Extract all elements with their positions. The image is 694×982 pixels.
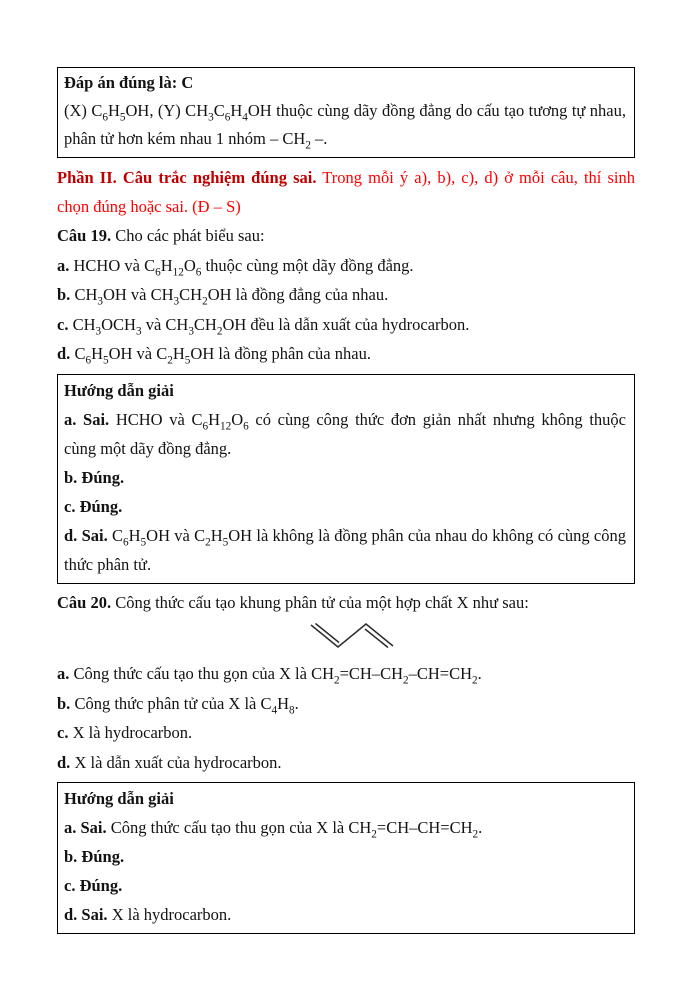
q20-statement-c [57, 718, 635, 748]
part2-header [57, 163, 635, 221]
q20-statement-d-text: X là dẫn xuất của hydrocarbon. [70, 752, 282, 772]
q19-statement-b [57, 280, 635, 310]
q20-statement-c-text: X là hydrocarbon. [68, 723, 193, 742]
q20-solution-box [57, 782, 635, 934]
question-20 [57, 588, 635, 778]
part2-title: Phần II. Câu trắc nghiệm đúng sai. [57, 168, 317, 187]
question-19 [57, 221, 635, 369]
q20-solution-c [64, 871, 626, 900]
q19-solution-d [64, 521, 626, 579]
q20-solution-c-verdict: c. Đúng. [64, 876, 123, 895]
q19-solution-a-text: HCHO và $C_6H_{12}O_6$ có cùng công thức đơn giản nhất nhưng không thuộc cùng một dãy đồng đẳng. [64, 409, 626, 458]
q19-solution-a-verdict: a. Sai. [64, 409, 110, 429]
q20-statement-b [57, 689, 635, 719]
q19-statement-b-label: b. [57, 285, 71, 304]
answer-heading-text: Đáp án đúng là: C [64, 73, 194, 92]
q20-solution-heading-text: Hướng dẫn giải [64, 789, 174, 808]
q20-solution-d-verdict: d. Sai. [64, 905, 108, 924]
q20-statement-b-label: b. [57, 693, 71, 713]
q19-statement-d-label: d. [57, 344, 71, 363]
q20-statement-a-text: Công thức cấu tạo thu gọn của X là $CH_2=CH-CH_2-CH=CH_2$. [69, 664, 482, 687]
q19-statement-b-text: $CH_3OH$ và $CH_3CH_2OH$ là đồng đẳng của nhau. [70, 285, 389, 308]
q19-solution-heading-text: Hướng dẫn giải [64, 380, 174, 400]
q19-solution-d-verdict: d. Sai. [64, 525, 108, 545]
q20-solution-a-verdict: a. Sai. [64, 818, 107, 837]
answer-box-heading [64, 69, 626, 97]
q20-solution-d-text: X là hydrocarbon. [107, 905, 232, 924]
q19-solution-d-text: $C_6H_5OH$ và $C_2H_5OH$ là không là đồng phân của nhau do không có cùng công thức phân tử. [64, 525, 626, 574]
q19-statement-c [57, 310, 635, 340]
q20-label: Câu 20. [57, 592, 112, 612]
q19-label: Câu 19. [57, 226, 112, 245]
part2-subtitle: Trong mỗi ý a), b), c), d) ở mỗi câu, thí sinh chọn đúng hoặc sai. (Đ – S) [57, 168, 635, 216]
q20-intro-text: Công thức cấu tạo khung phân tử của một hợp chất X như sau: [111, 592, 529, 612]
q20-solution-b-verdict: b. Đúng. [64, 847, 125, 866]
q19-intro [57, 221, 635, 251]
q20-statement-a-label: a. [57, 664, 70, 683]
q19-statement-c-text: $CH_3OCH_3$ và $CH_3CH_2OH$ đều là dẫn xuất của hydrocarbon. [68, 314, 470, 337]
q20-solution-heading [64, 784, 626, 813]
q19-statement-c-label: c. [57, 314, 69, 334]
q19-statement-a-label: a. [57, 255, 70, 275]
document-page [57, 67, 635, 934]
skeletal-structure-icon [303, 619, 399, 653]
molecule-structure-figure [303, 619, 399, 657]
q20-solution-a-text: Công thức cấu tạo thu gọn của X là $CH_2=CH-CH=CH_2$. [106, 818, 483, 841]
q20-statement-c-label: c. [57, 723, 69, 742]
q20-solution-a [64, 813, 626, 842]
q20-statement-d [57, 748, 635, 778]
q19-solution-c [64, 492, 626, 521]
q19-solution-box [57, 374, 635, 584]
q19-intro-text: Cho các phát biểu sau: [111, 226, 265, 245]
answer-box-body: (X) $C_6H_5OH$, (Y) $CH_3C_6H_4OH$ thuộc cùng dãy đồng đẳng do cấu tạo tương tự nhau, phân tử hơn kém nhau 1 nhóm – $CH_2$ –. [64, 101, 626, 152]
q20-solution-d [64, 900, 626, 929]
q19-solution-a [64, 405, 626, 463]
q20-intro [57, 588, 635, 618]
q20-statement-d-label: d. [57, 752, 71, 772]
q19-solution-b [64, 463, 626, 492]
q19-statement-d [57, 339, 635, 369]
q19-statement-a [57, 251, 635, 281]
q19-solution-b-verdict: b. Đúng. [64, 467, 125, 487]
q20-solution-b [64, 842, 626, 871]
q20-statement-b-text: Công thức phân tử của X là $C_4H_8$. [70, 693, 299, 716]
q20-statement-a [57, 659, 635, 689]
q19-statement-d-text: $C_6H_5OH$ và $C_2H_5OH$ là đồng phân của nhau. [70, 344, 371, 367]
q19-solution-heading [64, 376, 626, 405]
q19-solution-c-verdict: c. Đúng. [64, 496, 123, 516]
answer-box [57, 67, 635, 158]
q19-statement-a-text: HCHO và $C_6H_{12}O_6$ thuộc cùng một dãy đồng đẳng. [69, 255, 414, 278]
